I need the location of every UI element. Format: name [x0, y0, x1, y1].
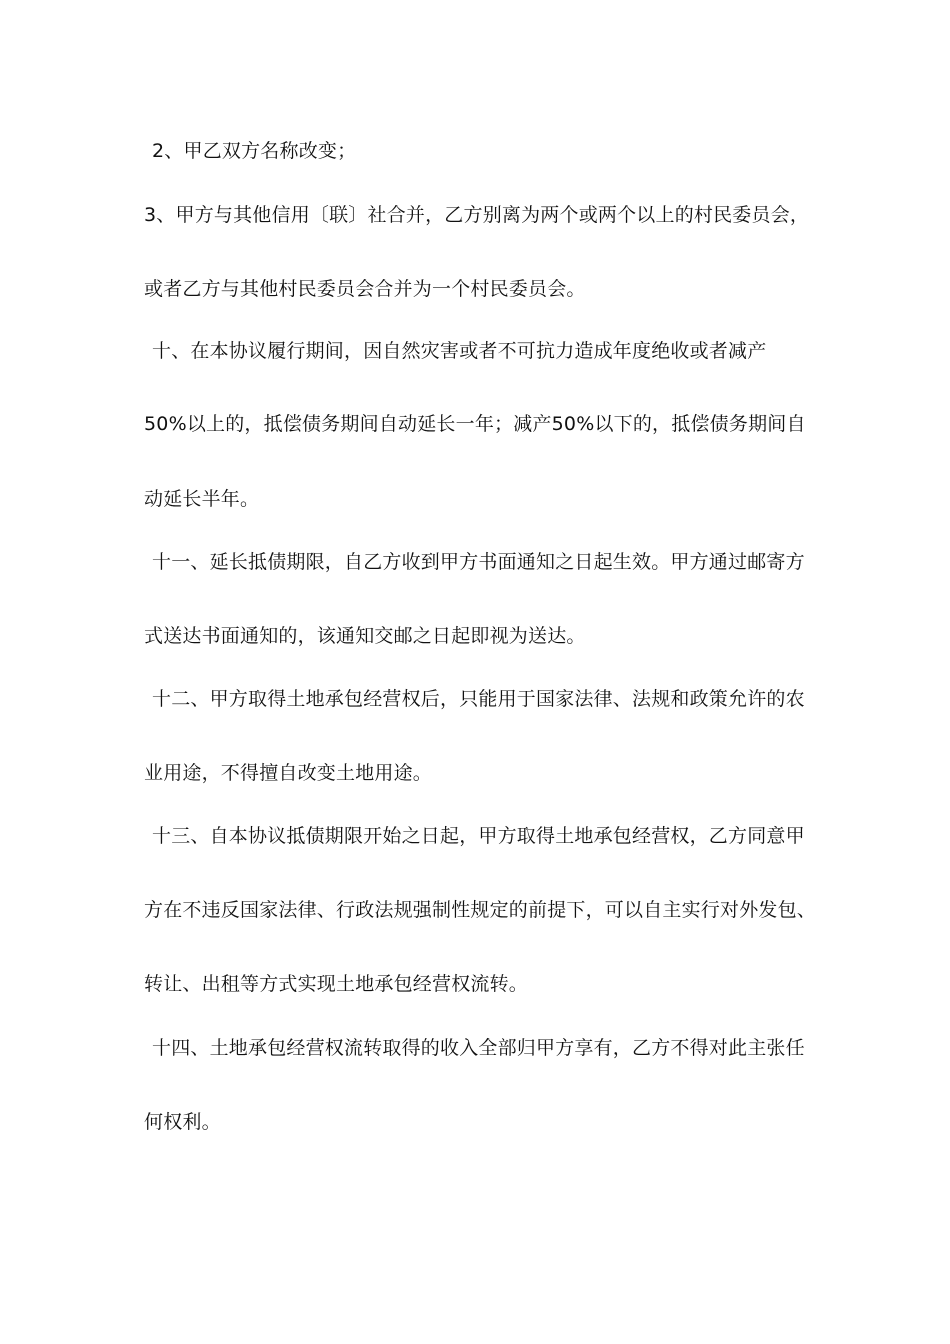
text-line-10: 业用途，不得擅自改变土地用途。: [144, 762, 433, 784]
text-line-5: 50%以上的，抵偿债务期间自动延长一年；减产50%以下的，抵偿债务期间自: [144, 413, 806, 435]
text-line-9: 十二、甲方取得土地承包经营权后，只能用于国家法律、法规和政策允许的农: [152, 688, 805, 710]
text-line-8: 式送达书面通知的，该通知交邮之日起即视为送达。: [144, 625, 586, 647]
text-line-11: 十三、自本协议抵债期限开始之日起，甲方取得土地承包经营权，乙方同意甲: [152, 825, 805, 847]
text-line-7: 十一、延长抵债期限，自乙方收到甲方书面通知之日起生效。甲方通过邮寄方: [152, 551, 805, 573]
text-line-6: 动延长半年。: [144, 488, 260, 510]
text-line-15: 何权利。: [144, 1111, 221, 1133]
text-line-12: 方在不违反国家法律、行政法规强制性规定的前提下，可以自主实行对外发包、: [144, 899, 817, 921]
text-line-3: 或者乙方与其他村民委员会合并为一个村民委员会。: [144, 278, 586, 300]
text-line-4: 十、在本协议履行期间，因自然灾害或者不可抗力造成年度绝收或者减产: [152, 340, 767, 362]
text-line-14: 十四、土地承包经营权流转取得的收入全部归甲方享有，乙方不得对此主张任: [152, 1037, 805, 1059]
text-line-13: 转让、出租等方式实现土地承包经营权流转。: [144, 973, 529, 995]
text-line-1: 2、甲乙双方名称改变；: [152, 140, 357, 162]
text-line-2: 3、甲方与其他信用〔联〕社合并，乙方别离为两个或两个以上的村民委员会，: [144, 204, 810, 226]
